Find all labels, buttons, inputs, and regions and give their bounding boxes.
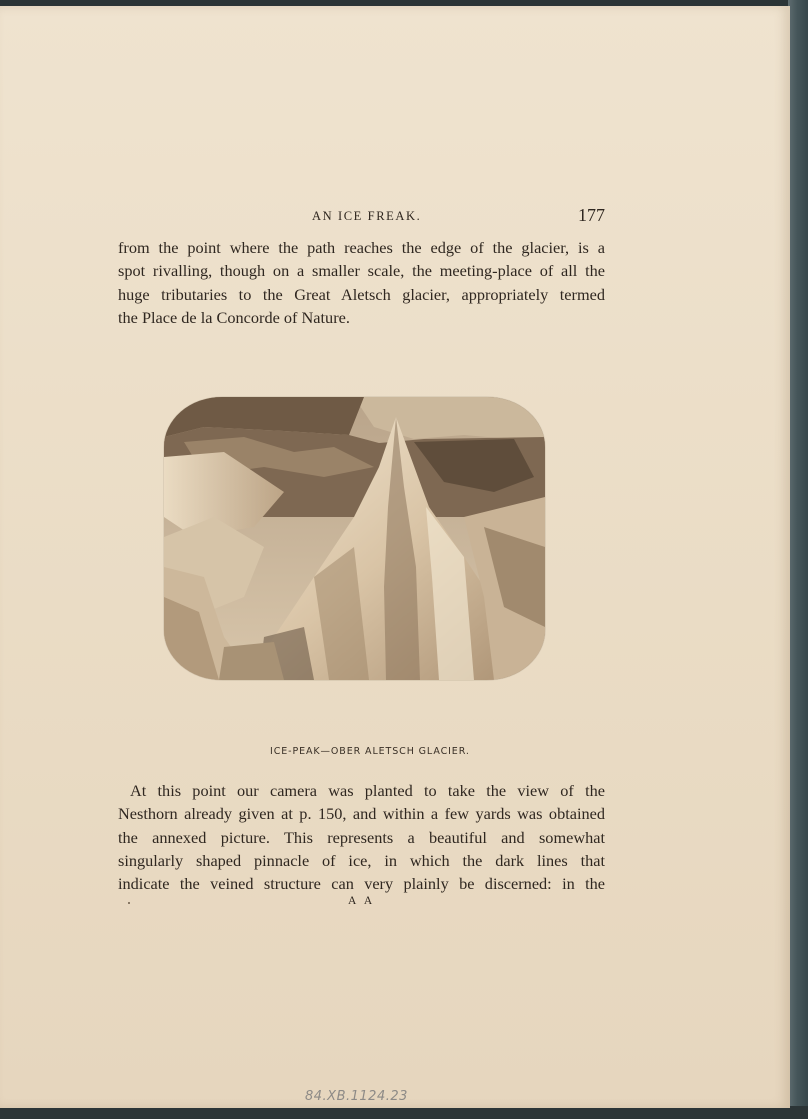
text-line: At this point our camera was planted to take the view of the: [130, 781, 605, 800]
text-line: Nesthorn already given at p. 150, and within a few yards was obtained: [118, 804, 605, 824]
ice-peak-photograph: [164, 397, 545, 680]
book-page: [0, 6, 790, 1108]
glacier-photo-illustration: [164, 397, 545, 680]
signature-mark: A A: [348, 895, 376, 907]
text-line: singularly shaped pinnacle of ice, in which the dark lines that: [118, 850, 605, 870]
paragraph-1: [118, 236, 605, 329]
text-line: indicate the veined structure can very plainly be discerned: in the: [118, 874, 605, 894]
text-line: from the point where the path reaches the edge of the glacier, is a: [118, 238, 605, 257]
text-line: the annexed picture. This represents a beautiful and somewhat: [118, 827, 605, 847]
plate-caption: ICE-PEAK—OBER ALETSCH GLACIER.: [270, 746, 470, 757]
book-cover-edge: [788, 0, 808, 1119]
text-line: huge tributaries to the Great Aletsch glacier, appropriately termed: [118, 284, 605, 304]
paper-speck: [128, 902, 130, 904]
text-line: spot rivalling, though on a smaller scale, the meeting-place of all the: [118, 261, 605, 281]
paragraph-2: [118, 779, 605, 895]
text-line: the Place de la Concorde of Nature.: [118, 307, 350, 327]
pencil-shelfmark: 84.XB.1124.23: [305, 1089, 408, 1104]
page-number: 177: [578, 205, 605, 225]
running-head: AN ICE FREAK.: [312, 209, 422, 223]
